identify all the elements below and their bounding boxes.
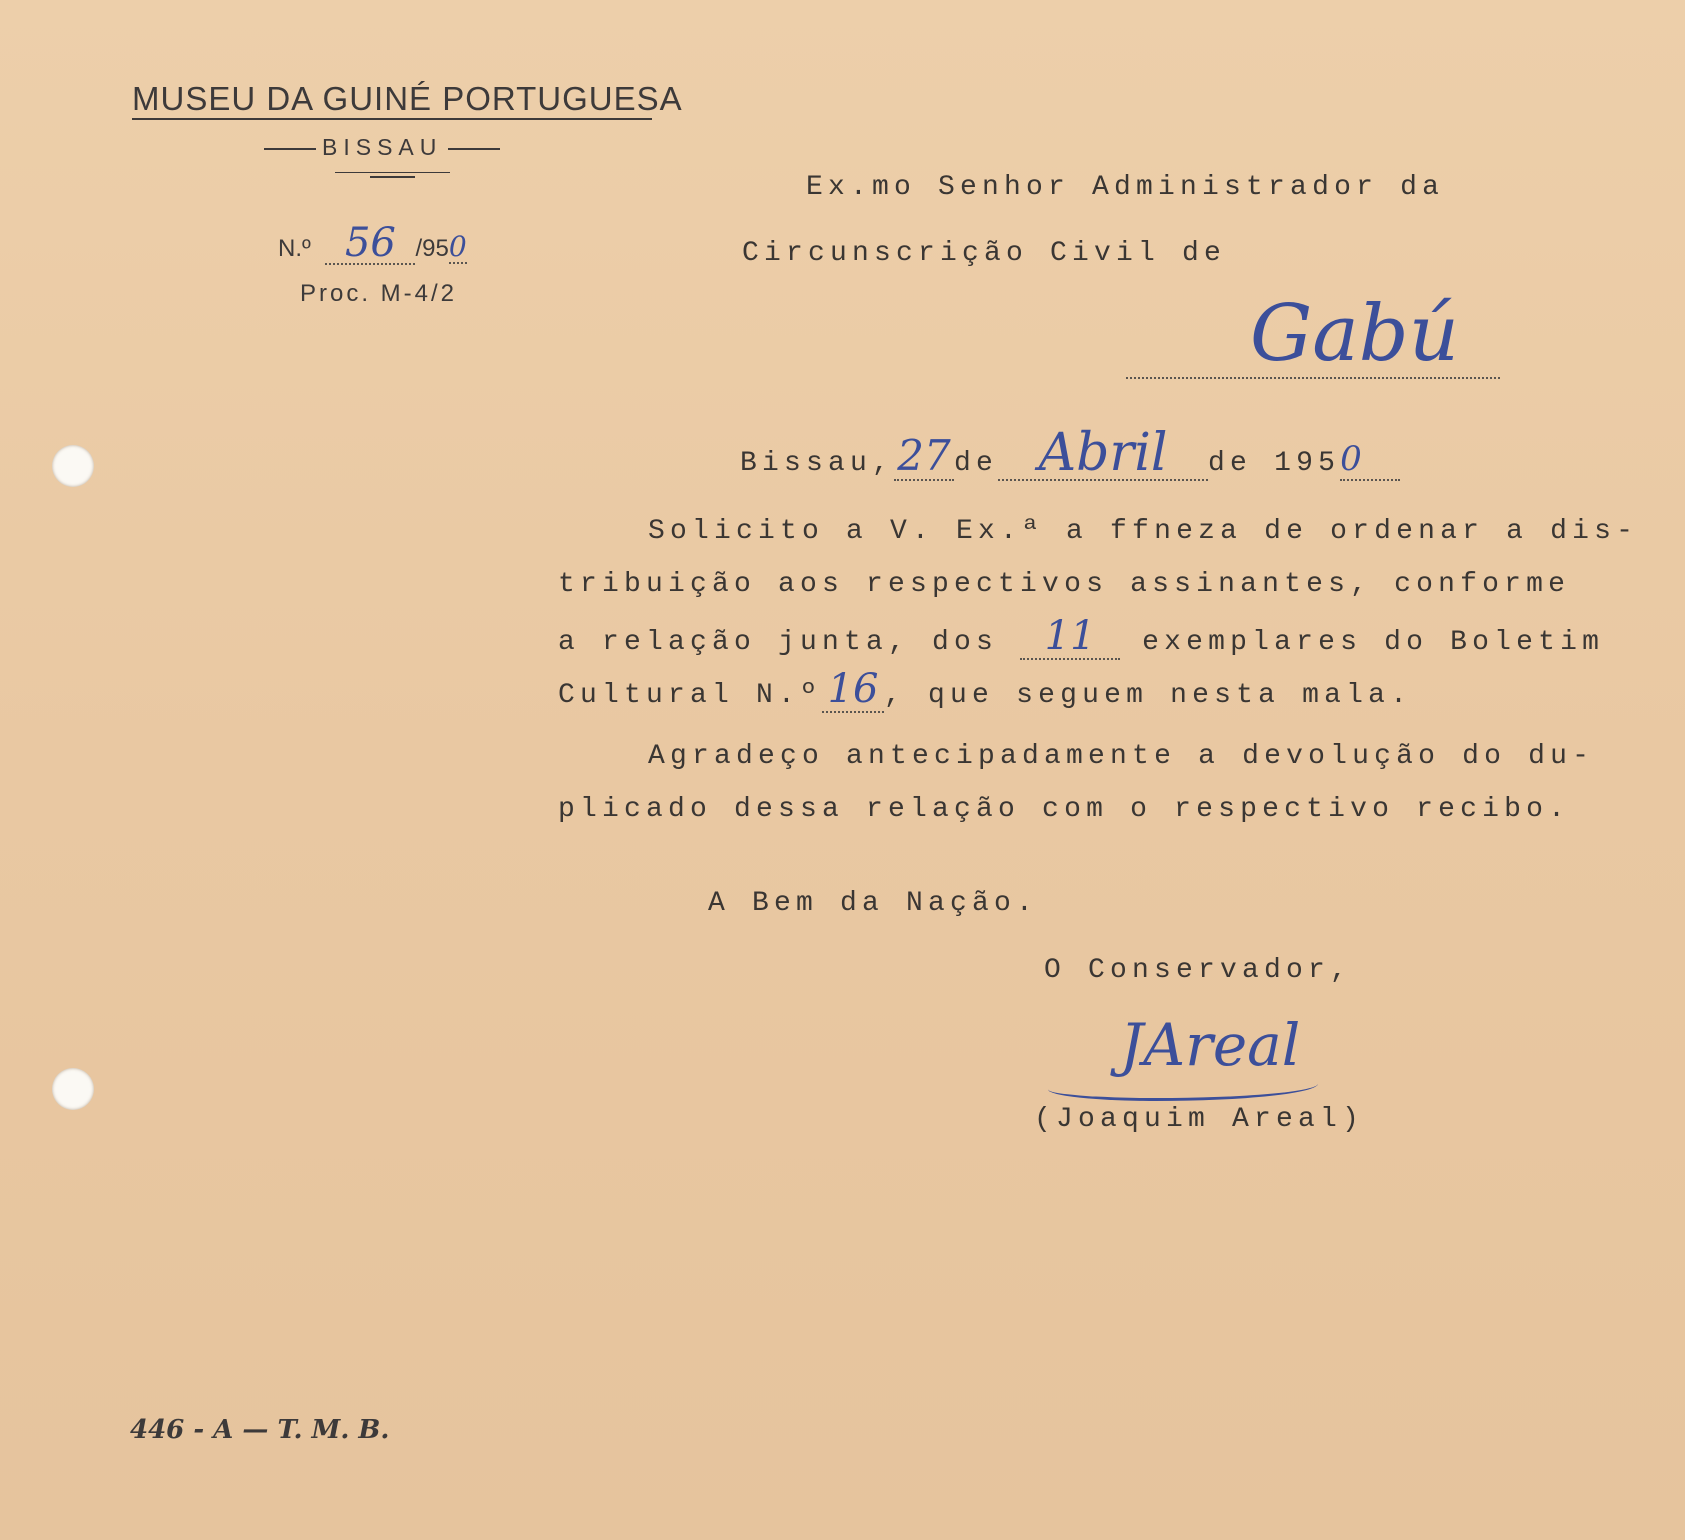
body-p1-line-4-b: , que seguem nesta mala.	[884, 680, 1413, 711]
punch-hole-top	[52, 445, 94, 487]
reference-number	[278, 220, 467, 266]
signature-handwritten: JAreal	[1120, 1011, 1301, 1079]
body-p1-line-3-a: a relação junta, dos	[558, 627, 999, 658]
date-de-2: de	[1208, 448, 1253, 479]
signatory-role: O Conservador,	[1044, 955, 1353, 986]
addressee-line-1: Ex.mo Senhor Administrador da	[806, 172, 1445, 203]
punch-hole-bottom	[52, 1068, 94, 1110]
date-prefix: Bissau,	[740, 448, 895, 479]
body-p1-line-4-a: Cultural N.º	[558, 680, 823, 711]
reference-year-prefix: /95	[415, 235, 449, 262]
date-line	[740, 423, 1400, 483]
body-p2-line-2: plicado dessa relação com o respectivo recibo.	[558, 794, 1571, 825]
place-handwritten: Gabú	[1250, 289, 1459, 379]
body-p1-line-3-b: exemplares do Boletim	[1142, 627, 1605, 658]
date-month: Abril	[1038, 423, 1168, 483]
reference-number-label: N.º	[278, 235, 311, 262]
date-de-1: de	[954, 448, 999, 479]
body-p1-line-3	[558, 613, 1605, 660]
body-p1-line-1: Solicito a V. Ex.ª a ffneza de ordenar a dis-	[648, 516, 1639, 547]
divider-rule-short	[370, 176, 415, 178]
process-reference: Proc. M-4/2	[300, 280, 458, 307]
signature-flourish	[1048, 1072, 1318, 1101]
reference-year-suffix: 0	[448, 230, 467, 263]
copies-count-handwritten: 11	[1044, 613, 1096, 659]
divider-rule	[335, 172, 450, 173]
addressee-line-2: Circunscrição Civil de	[742, 238, 1227, 269]
date-year-handwritten: 0	[1340, 439, 1362, 479]
institution-name: MUSEU DA GUINÉ PORTUGUESA	[132, 80, 683, 117]
letterhead-city	[258, 134, 506, 161]
signatory-name: (Joaquim Areal)	[1034, 1104, 1365, 1135]
bulletin-number-handwritten: 16	[827, 666, 879, 712]
reference-number-value: 56	[344, 220, 396, 266]
footer-code: 446 - A — T. M. B.	[130, 1415, 390, 1445]
closing-salutation: A Bem da Nação.	[708, 888, 1039, 919]
letterhead-rule	[132, 118, 652, 120]
date-day: 27	[897, 431, 951, 480]
body-p2-line-1: Agradeço antecipadamente a devolução do du-	[648, 741, 1595, 772]
date-year-printed: 195	[1274, 448, 1341, 479]
body-p1-line-4	[558, 666, 1413, 713]
city-text: BISSAU	[322, 134, 443, 160]
body-p1-line-2: tribuição aos respectivos assinantes, conforme	[558, 569, 1571, 600]
